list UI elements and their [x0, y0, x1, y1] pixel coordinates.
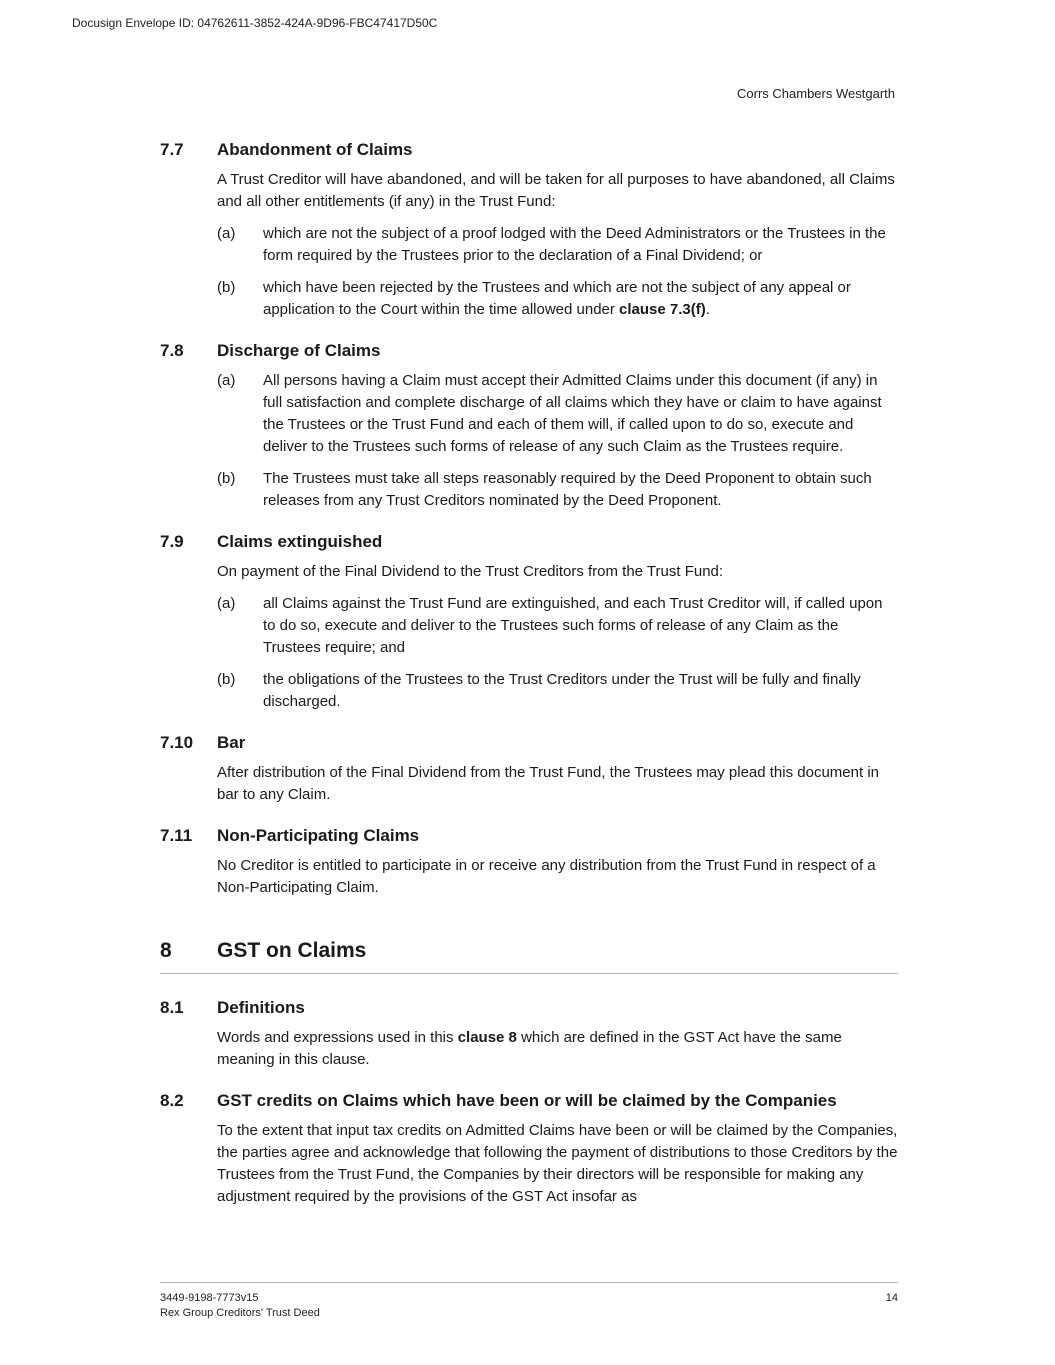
clause-title: GST on Claims: [217, 939, 367, 962]
section-number: 7.10: [160, 733, 194, 752]
section-7-7: [160, 138, 898, 321]
section-heading: [160, 1089, 898, 1113]
section-text: After distribution of the Final Dividend from the Trust Fund, the Trustees may plead this document in bar to any Claim.: [217, 764, 879, 803]
section-heading: [160, 996, 898, 1020]
item-label: (b): [217, 671, 236, 688]
list-item: [217, 669, 898, 713]
section-heading: [160, 339, 898, 363]
section-title: Discharge of Claims: [217, 341, 381, 360]
section-title: Claims extinguished: [217, 532, 383, 551]
envelope-id: Docusign Envelope ID: 04762611-3852-424A-9D96-FBC47417D50C: [72, 16, 438, 30]
item-text: all Claims against the Trust Fund are extinguished, and each Trust Creditor will, if called upon to do so, execute and deliver to the Trustees such forms of release of any Claim as the Trustees require; and: [263, 595, 883, 656]
section-text: [217, 1027, 898, 1071]
item-label: (b): [217, 470, 236, 487]
section-text: No Creditor is entitled to participate in or receive any distribution from the Trust Fund in respect of a Non-Participating Claim.: [217, 857, 876, 896]
item-label: (a): [217, 372, 236, 389]
item-label: (b): [217, 279, 236, 296]
clause-reference: clause 7.3(f): [619, 301, 706, 318]
section-7-11: [160, 824, 898, 899]
item-label: (a): [217, 595, 236, 612]
section-title: Bar: [217, 733, 246, 752]
document-body: [160, 138, 898, 1226]
item-text: The Trustees must take all steps reasonably required by the Deed Proponent to obtain such releases from any Trust Creditors nominated by the Deed Proponent.: [263, 470, 872, 509]
item-text: All persons having a Claim must accept their Admitted Claims under this document (if any) in full satisfaction and complete discharge of all claims which they have or claim to have against the Trustees or the Trust Fund and each of them will, if called upon to do so, execute and deliver to the Trustees such forms of release of any such Claim as the Trustees require.: [263, 372, 882, 455]
section-8-1: [160, 996, 898, 1071]
section-7-10: [160, 731, 898, 806]
clause-reference: clause 8: [457, 1029, 517, 1046]
section-intro: A Trust Creditor will have abandoned, and will be taken for all purposes to have abandoned, all Claims and all other entitlements (if any) in the Trust Fund:: [217, 171, 895, 210]
list-item: [217, 370, 898, 458]
document-id: 3449-9198-7773v15: [160, 1292, 259, 1304]
firm-name: Corrs Chambers Westgarth: [737, 86, 895, 101]
section-number: 8.1: [160, 998, 184, 1017]
section-number: 8.2: [160, 1091, 184, 1110]
page-number: 14: [885, 1292, 898, 1304]
section-heading: [160, 824, 898, 848]
section-text-part: which are defined in the GST Act have the same meaning in this clause.: [217, 1029, 842, 1068]
page-footer: [160, 1282, 898, 1321]
section-title: Non-Participating Claims: [217, 826, 420, 845]
list-item: [217, 223, 898, 267]
section-number: 7.11: [160, 826, 193, 845]
section-7-8: [160, 339, 898, 512]
item-text-part: .: [705, 301, 710, 318]
document-title: Rex Group Creditors' Trust Deed: [160, 1307, 320, 1319]
section-7-9: [160, 530, 898, 713]
clause-8-heading: [160, 917, 898, 974]
list-item: [217, 593, 898, 659]
section-8-2: [160, 1089, 898, 1208]
section-number: 7.7: [160, 140, 184, 159]
item-text: [263, 277, 898, 321]
list-item: [217, 277, 898, 321]
item-label: (a): [217, 225, 236, 242]
section-heading: [160, 530, 898, 554]
section-text-part: Words and expressions used in this: [217, 1029, 458, 1046]
item-text: the obligations of the Trustees to the Trust Creditors under the Trust will be fully and finally discharged.: [263, 671, 861, 710]
item-text-part: which have been rejected by the Trustees and which are not the subject of any appeal or application to the Court within the time allowed under: [263, 279, 851, 318]
list-item: [217, 468, 898, 512]
section-heading: [160, 138, 898, 162]
section-title: Definitions: [217, 998, 305, 1017]
clause-number: 8: [160, 939, 172, 962]
footer-left: [160, 1291, 320, 1321]
section-intro: On payment of the Final Dividend to the Trust Creditors from the Trust Fund:: [217, 563, 724, 580]
section-heading: [160, 731, 898, 755]
section-title: GST credits on Claims which have been or will be claimed by the Companies: [217, 1091, 837, 1110]
section-number: 7.9: [160, 532, 184, 551]
section-title: Abandonment of Claims: [217, 140, 413, 159]
section-text: To the extent that input tax credits on Admitted Claims have been or will be claimed by the Companies, the parties agree and acknowledge that following the payment of distributions to those Creditors by the Trustees from the Trust Fund, the Companies by their directors will be responsible for making any adjustment required by the provisions of the GST Act insofar as: [217, 1122, 898, 1205]
section-number: 7.8: [160, 341, 184, 360]
item-text: which are not the subject of a proof lodged with the Deed Administrators or the Trustees in the form required by the Trustees prior to the declaration of a Final Dividend; or: [263, 225, 886, 264]
